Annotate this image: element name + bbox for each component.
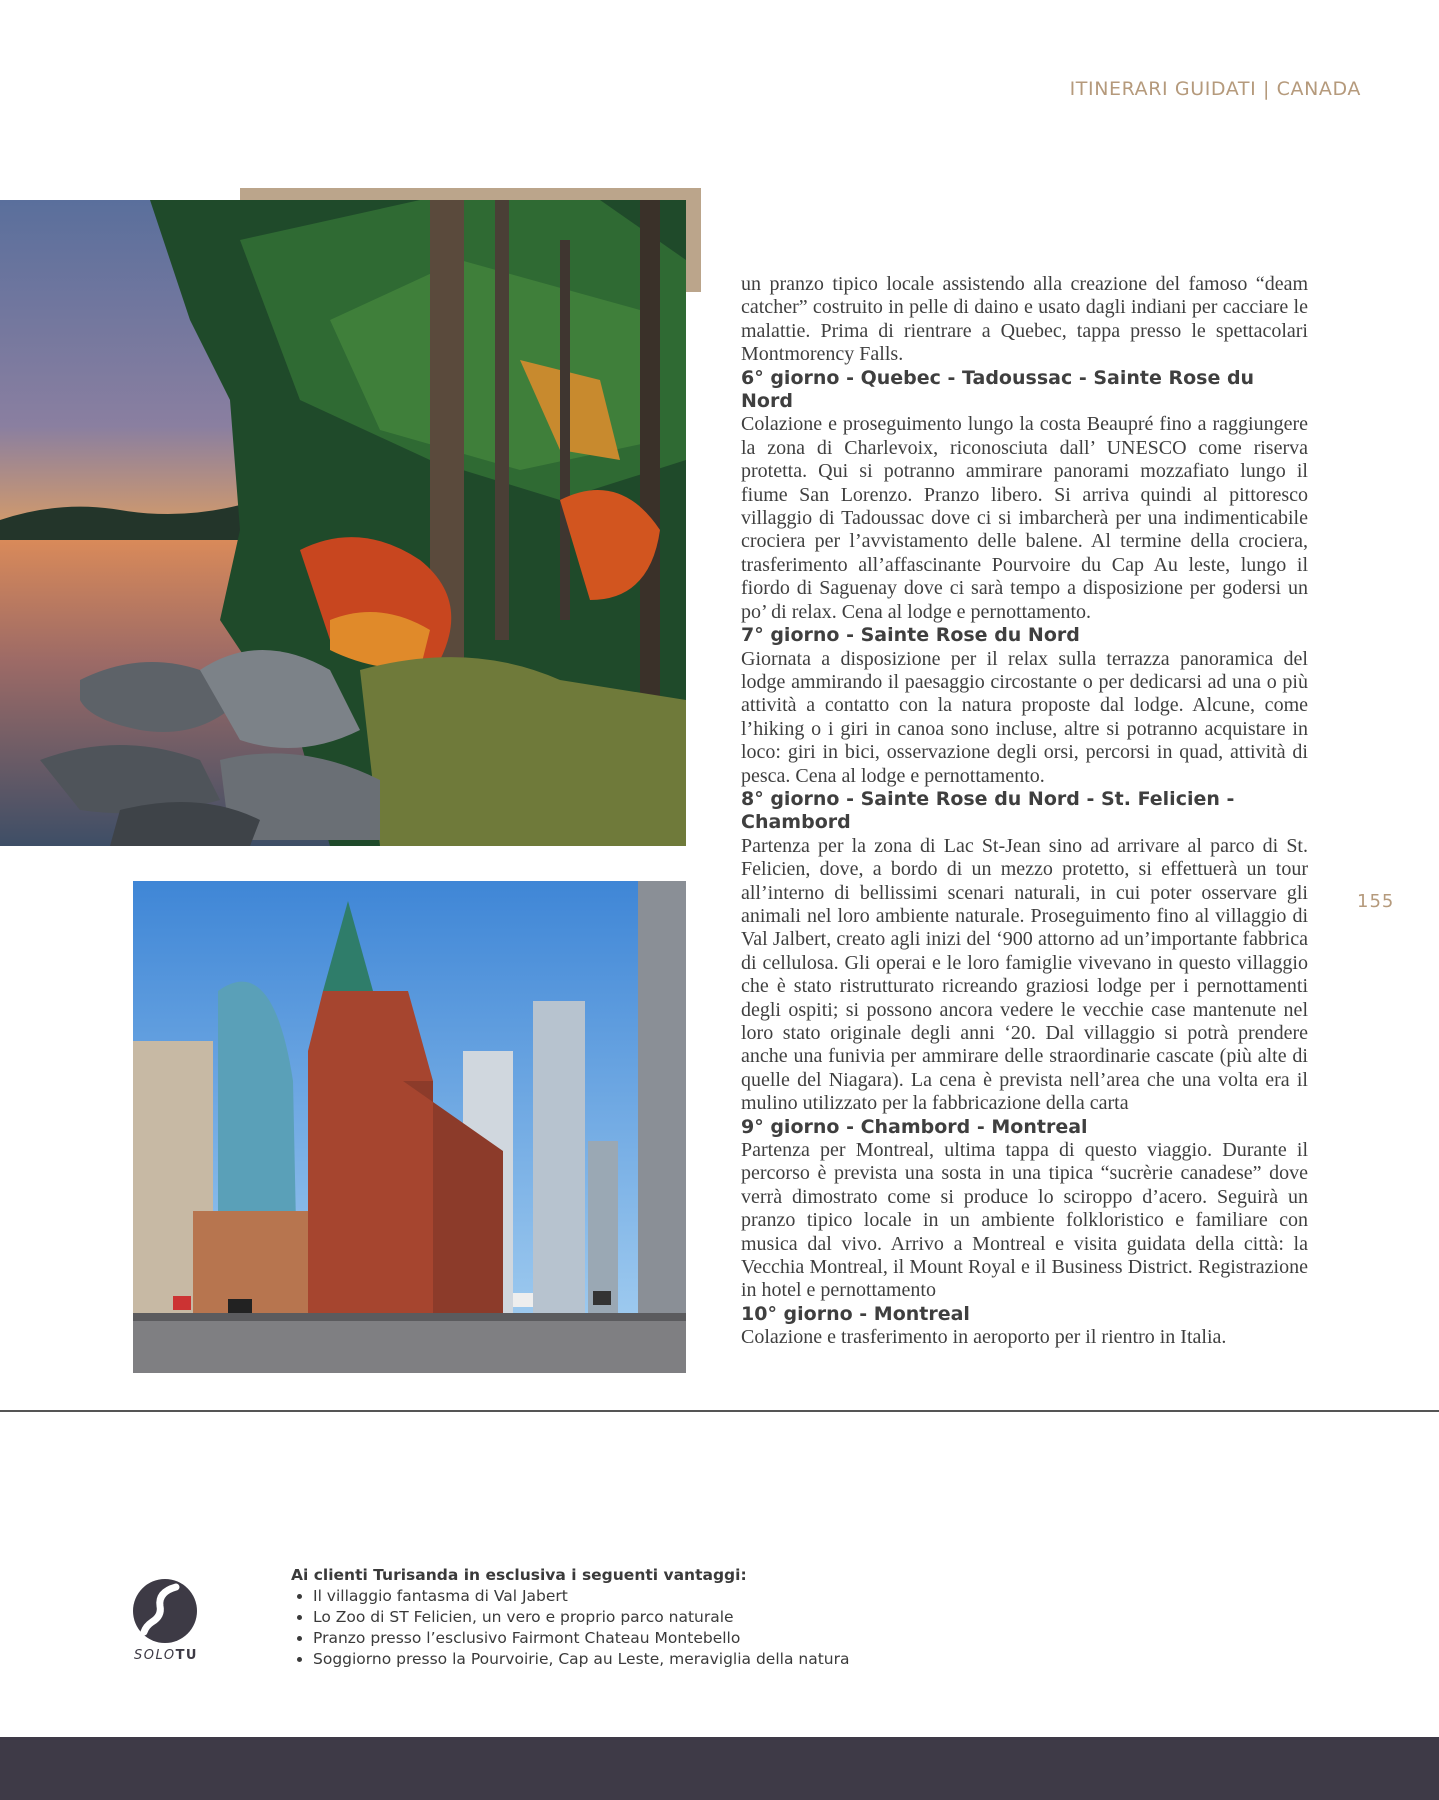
day-6-title: 6° giorno - Quebec - Tadoussac - Sainte Rose du Nord (741, 366, 1255, 413)
benefit-item: • Lo Zoo di ST Felicien, un vero e proprio parco naturale (313, 1607, 991, 1628)
benefit-item: • Pranzo presso l’esclusivo Fairmont Chateau Montebello (313, 1628, 991, 1649)
solotu-logo-text: SOLOTU (134, 1648, 198, 1663)
footer-bar (0, 1737, 1439, 1800)
benefits-title: Ai clienti Turisanda in esclusiva i seguenti vantaggi: (291, 1566, 747, 1584)
benefits-list (291, 1586, 991, 1670)
day-8-text: Partenza per la zona di Lac St-Jean sino ad arrivare al parco di St. Felicien, dove, a bordo di un mezzo protetto, si effettuerà un tour all’interno di bellissimi scenari naturali, in cui poter osservare gli animali nel loro ambiente naturale. Proseguimento fino al villaggio di Val Jalbert, creato agli inizi del ‘900 attorno ad un’importante fabbrica di cellulosa. Gli operai e le loro famiglie vivevano in questo villaggio che è stato ristrutturato ricreando graziosi lodge per i pernottamenti degli ospiti; si possono ancora vedere le vecchie case mantenute nel loro stato originale degli anni ‘20. Dal villaggio si potrà prendere anche una funivia per ammirare delle straordinarie cascate (più alte di quelle del Niagara). La cena è prevista nell’area che una volta era il mulino utilizzato per la fabbricazione della carta (741, 834, 1308, 1115)
day-9-title: 9° giorno - Chambord - Montreal (741, 1115, 1088, 1138)
benefits-box (291, 1565, 991, 1670)
day-8-title: 8° giorno - Sainte Rose du Nord - St. Felicien - Chambord (741, 787, 1235, 834)
itinerary-text (741, 273, 1308, 1350)
lake-forest-illustration (0, 200, 686, 846)
day-6-text: Colazione e proseguimento lungo la costa Beaupré fino a raggiungere la zona di Charlevoix, riconosciuta dall’ UNESCO come riserva protetta. Qui si potranno ammirare panorami mozzafiato lungo il fiume San Lorenzo. Pranzo libero. Si arriva quindi al pittoresco villaggio di Tadoussac dove ci si imbarcherà per una indimenticabile crociera per l’avvistamento delle balene. Al termine della crociera, trasferimento all’affascinante Pourvoire du Cap Au leste, lungo il fiordo di Saguenay dove ci sarà tempo a disposizione per godersi un po’ di relax. Cena al lodge e pernottamento. (741, 413, 1308, 623)
section-divider (0, 1410, 1439, 1412)
day-7-title: 7° giorno - Sainte Rose du Nord (741, 624, 1080, 647)
day-9-text: Partenza per Montreal, ultima tappa di questo viaggio. Durante il percorso è prevista una sosta in una tipica “sucrèrie canadese” dove verrà dimostrato come si produce lo sciroppo d’acero. Seguirà un pranzo tipico locale in un ambiente folkloristico e familiare con musica dal vivo. Arrivo a Montreal e visita guidata della città: la Vecchia Montreal, il Mount Royal e il Business District. Registrazione in hotel e pernottamento (741, 1139, 1308, 1302)
benefit-item: • Soggiorno presso la Pourvoirie, Cap au Leste, meraviglia della natura (313, 1649, 991, 1670)
city-flatiron-illustration (133, 881, 686, 1373)
city-flatiron-photo (133, 881, 686, 1373)
lake-forest-photo (0, 200, 686, 846)
section-header: ITINERARI GUIDATI | CANADA (1069, 78, 1361, 100)
solotu-logo-icon (132, 1578, 198, 1644)
benefit-item: • Il villaggio fantasma di Val Jabert (313, 1586, 991, 1607)
solotu-logo (132, 1578, 200, 1663)
day-10-title: 10° giorno - Montreal (741, 1302, 970, 1325)
itinerary-intro: un pranzo tipico locale assistendo alla creazione del famoso “deam catcher” costruito in pelle di daino e usato dagli indiani per cacciare le malattie. Prima di rientrare a Quebec, tappa presso le spettacolari Montmorency Falls. (741, 273, 1308, 366)
day-7-text: Giornata a disposizione per il relax sulla terrazza panoramica del lodge ammirando il paesaggio circostante o per dedicarsi ad una o più attività a contatto con la natura proposte dal lodge. Alcune, come l’hiking o i giri in canoa sono incluse, altre si potranno acquistare in loco: giri in bici, osservazione degli orsi, percorsi in quad, attività di pesca. Cena al lodge e pernottamento. (741, 647, 1308, 787)
page-number: 155 (1357, 891, 1395, 912)
day-10-text: Colazione e trasferimento in aeroporto per il rientro in Italia. (741, 1326, 1227, 1349)
